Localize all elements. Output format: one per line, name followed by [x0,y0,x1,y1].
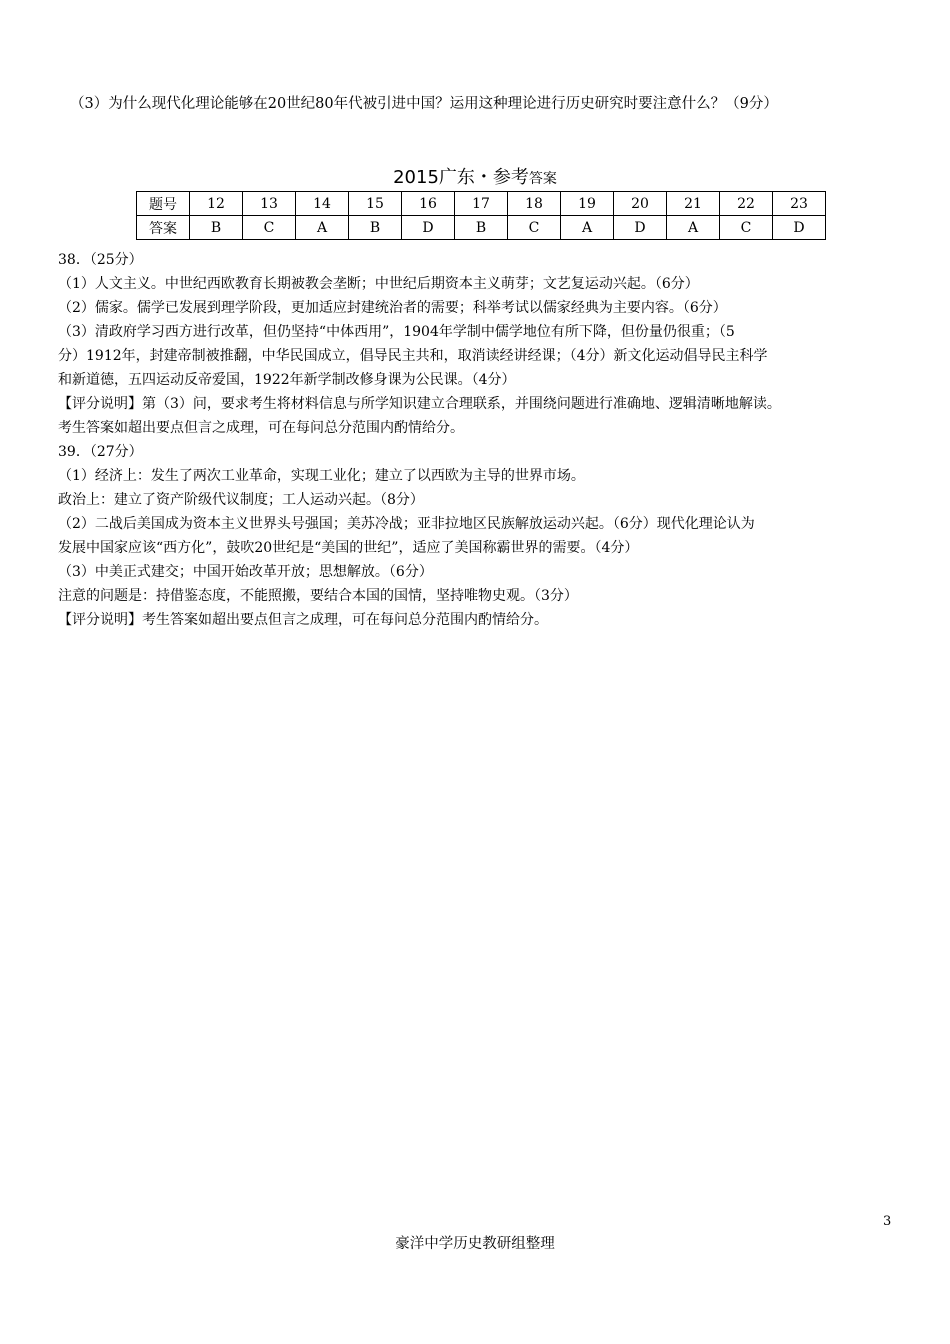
question-number-cell: 15 [349,192,402,216]
question-number-cell: 16 [402,192,455,216]
q38-part2: （2）儒家。儒学已发展到理学阶段，更加适应封建统治者的需要；科举考试以儒家经典为主要内容。（6分） [58,300,727,316]
answer-cell: A [667,216,720,240]
q39-part3-notes: 注意的问题是：持借鉴态度，不能照搬，要结合本国的国情，坚持唯物史观。（3分） [58,588,578,604]
answer-cell: B [455,216,508,240]
question-number-cell: 19 [561,192,614,216]
q38-part3-line2: 分）1912年，封建帝制被推翻，中华民国成立，倡导民主共和，取消读经讲经课；（4分）新文化运动倡导民主科学 [58,348,768,364]
answer-table-number-row [137,192,826,216]
question-number-cell: 22 [720,192,773,216]
answer-title-main: 2015广东・参考 [393,167,529,188]
question-number-cell: 23 [773,192,826,216]
q38-part1: （1）人文主义。中世纪西欧教育长期被教会垄断；中世纪后期资本主义萌芽；文艺复运动兴起。（6分） [58,276,699,292]
q38-part3-line1: （3）清政府学习西方进行改革，但仍坚持“中体西用”，1904年学制中儒学地位有所下降，但份量仍很重；（5 [58,324,735,340]
answer-table [136,191,826,240]
answer-cell: A [296,216,349,240]
q39-scoring-note: 【评分说明】考生答案如超出要点但言之成理，可在每问总分范围内酌情给分。 [58,612,548,628]
answer-cell: D [773,216,826,240]
answer-table-answer-row [137,216,826,240]
answer-cell: B [349,216,402,240]
q39-part1-politics: 政治上：建立了资产阶级代议制度；工人运动兴起。（8分） [58,492,424,508]
answer-cell: A [561,216,614,240]
q39-part1-economy: （1）经济上：发生了两次工业革命，实现工业化；建立了以西欧为主导的世界市场。 [58,468,585,484]
question-number-cell: 18 [508,192,561,216]
q39-part3: （3）中美正式建交；中国开始改革开放；思想解放。（6分） [58,564,433,580]
answer-cell: D [614,216,667,240]
question-number-cell: 13 [243,192,296,216]
q38-part3-line3: 和新道德，五四运动反帝爱国，1922年新学制改修身课为公民课。（4分） [58,372,516,388]
q39-heading: 39．（27分） [58,444,143,460]
question-number-cell: 21 [667,192,720,216]
q38-heading: 38．（25分） [58,252,143,268]
answer-cell: C [720,216,773,240]
answer-cell: C [508,216,561,240]
number-row-label: 题号 [137,192,190,216]
question-number-cell: 20 [614,192,667,216]
q38-scoring-note-line1: 【评分说明】第（3）问，要求考生将材料信息与所学知识建立合理联系，并围绕问题进行准确地、逻辑清晰地解读。 [58,396,781,412]
page-number: 3 [883,1214,892,1229]
answer-explanations [58,248,878,632]
answer-cell: B [190,216,243,240]
answer-cell: C [243,216,296,240]
q38-scoring-note-line2: 考生答案如超出要点但言之成理，可在每问总分范围内酌情给分。 [58,420,464,436]
answer-cell: D [402,216,455,240]
question-3-text: （3）为什么现代化理论能够在20世纪80年代被引进中国？运用这种理论进行历史研究时要注意什么？（9分） [70,96,778,112]
answer-title-suffix: 答案 [528,171,557,187]
answer-title [0,166,950,191]
page-footer: 豪洋中学历史教研组整理 [395,1236,555,1252]
question-number-cell: 12 [190,192,243,216]
q39-part2-line2: 发展中国家应该“西方化”，鼓吹20世纪是“美国的世纪”，适应了美国称霸世界的需要。（4分） [58,540,639,556]
question-number-cell: 14 [296,192,349,216]
answer-row-label: 答案 [137,216,190,240]
question-number-cell: 17 [455,192,508,216]
q39-part2-line1: （2）二战后美国成为资本主义世界头号强国；美苏冷战；亚非拉地区民族解放运动兴起。（6分）现代化理论认为 [58,516,755,532]
